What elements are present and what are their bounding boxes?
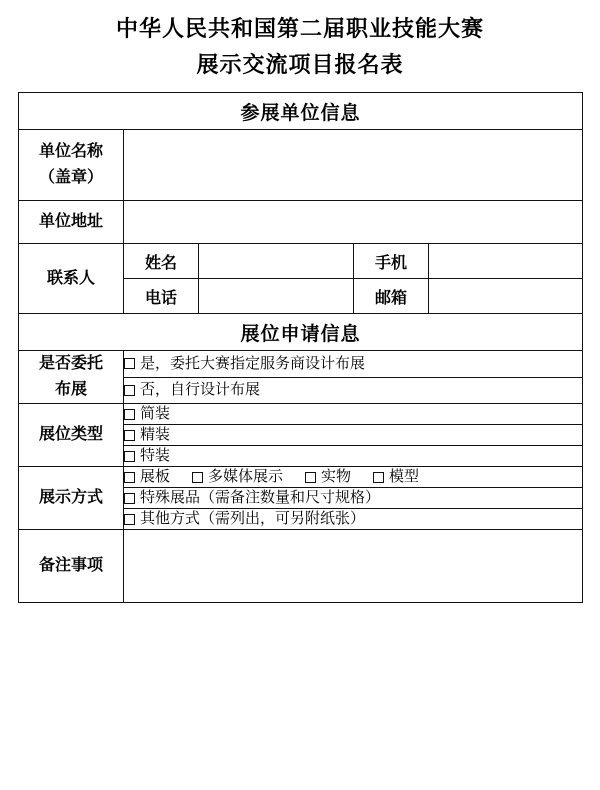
section-header-booth-info: 展位申请信息 bbox=[19, 314, 583, 351]
table-row-unit-name bbox=[19, 130, 583, 201]
checkbox-display-physical-group[interactable] bbox=[305, 467, 351, 487]
option-entrust-no-label: 否，自行设计布展 bbox=[140, 381, 261, 399]
input-unit-address[interactable] bbox=[124, 201, 583, 244]
title-line-1: 中华人民共和国第二届职业技能大赛 bbox=[115, 16, 484, 41]
checkbox-booth-fine-group[interactable] bbox=[124, 425, 170, 445]
checkbox-icon[interactable] bbox=[124, 451, 135, 462]
checkbox-icon[interactable] bbox=[124, 472, 135, 483]
checkbox-display-model-group[interactable] bbox=[373, 467, 419, 487]
option-display-group-3[interactable] bbox=[124, 509, 583, 530]
label-contact-mobile: 手机 bbox=[354, 244, 429, 279]
option-display-group-2[interactable] bbox=[124, 488, 583, 509]
checkbox-entrust-yes-group[interactable] bbox=[124, 354, 365, 374]
checkbox-display-board-group[interactable] bbox=[124, 467, 170, 487]
title-line-2: 展示交流项目报名表 bbox=[196, 52, 404, 77]
checkbox-icon[interactable] bbox=[124, 493, 135, 504]
checkbox-icon[interactable] bbox=[124, 430, 135, 441]
label-unit-name-sub: （盖章） bbox=[38, 169, 103, 186]
option-display-physical-label: 实物 bbox=[321, 468, 352, 485]
input-contact-mobile[interactable] bbox=[429, 244, 583, 279]
input-unit-name[interactable] bbox=[124, 130, 583, 201]
checkbox-icon[interactable] bbox=[124, 358, 135, 369]
checkbox-display-special-group[interactable] bbox=[124, 488, 380, 508]
table-row-unit-address bbox=[19, 201, 583, 244]
checkbox-icon[interactable] bbox=[124, 385, 135, 396]
label-display-mode: 展示方式 bbox=[19, 467, 124, 530]
table-row-remarks bbox=[19, 530, 583, 603]
option-entrust-yes[interactable] bbox=[124, 351, 583, 378]
table-row-booth-type-1 bbox=[19, 404, 583, 425]
label-booth-type: 展位类型 bbox=[19, 404, 124, 467]
section-header-row-booth bbox=[19, 314, 583, 351]
label-entrust-setup bbox=[19, 351, 124, 404]
label-entrust-line-2: 布展 bbox=[54, 381, 87, 398]
option-entrust-no[interactable] bbox=[124, 377, 583, 404]
label-contact-phone: 电话 bbox=[124, 279, 199, 314]
checkbox-icon[interactable] bbox=[373, 472, 384, 483]
option-booth-type-fine-label: 精装 bbox=[140, 426, 171, 443]
section-header-row-exhibitor bbox=[19, 93, 583, 130]
option-display-other-label: 其他方式（需列出，可另附纸张） bbox=[140, 510, 366, 527]
label-entrust-line-1: 是否委托 bbox=[38, 355, 103, 372]
input-contact-email[interactable] bbox=[429, 279, 583, 314]
label-unit-name-text: 单位名称 bbox=[38, 143, 103, 160]
label-unit-name bbox=[19, 130, 124, 201]
table-row-contact-name bbox=[19, 244, 583, 279]
checkbox-display-other-group[interactable] bbox=[124, 509, 365, 529]
checkbox-icon[interactable] bbox=[305, 472, 316, 483]
option-booth-type-fine[interactable] bbox=[124, 425, 583, 446]
section-header-exhibitor-info: 参展单位信息 bbox=[19, 93, 583, 130]
label-contact-email: 邮箱 bbox=[354, 279, 429, 314]
table-row-entrust-option-1 bbox=[19, 351, 583, 378]
label-remarks: 备注事项 bbox=[19, 530, 124, 603]
checkbox-booth-simple-group[interactable] bbox=[124, 404, 170, 424]
label-unit-address: 单位地址 bbox=[19, 201, 124, 244]
option-display-special-label: 特殊展品（需备注数量和尺寸规格） bbox=[140, 489, 381, 506]
registration-form-table bbox=[18, 92, 583, 603]
document-title bbox=[0, 0, 600, 82]
checkbox-entrust-no-group[interactable] bbox=[124, 380, 260, 400]
option-display-group-1[interactable] bbox=[124, 467, 583, 488]
checkbox-icon[interactable] bbox=[124, 409, 135, 420]
option-display-board-label: 展板 bbox=[140, 468, 171, 485]
checkbox-icon[interactable] bbox=[124, 514, 135, 525]
option-booth-type-special[interactable] bbox=[124, 446, 583, 467]
form-container bbox=[18, 92, 582, 603]
input-remarks[interactable] bbox=[124, 530, 583, 603]
option-display-multimedia-label: 多媒体展示 bbox=[208, 468, 284, 485]
option-booth-type-simple-label: 简装 bbox=[140, 405, 171, 422]
checkbox-booth-special-group[interactable] bbox=[124, 446, 170, 466]
option-booth-type-simple[interactable] bbox=[124, 404, 583, 425]
option-booth-type-special-label: 特装 bbox=[140, 447, 171, 464]
input-contact-name[interactable] bbox=[199, 244, 354, 279]
option-display-model-label: 模型 bbox=[389, 468, 420, 485]
checkbox-display-multimedia-group[interactable] bbox=[192, 467, 283, 487]
table-row-display-mode-1 bbox=[19, 467, 583, 488]
input-contact-phone[interactable] bbox=[199, 279, 354, 314]
label-contact-person: 联系人 bbox=[19, 244, 124, 314]
label-contact-name: 姓名 bbox=[124, 244, 199, 279]
option-entrust-yes-label: 是，委托大赛指定服务商设计布展 bbox=[140, 354, 366, 372]
checkbox-icon[interactable] bbox=[192, 472, 203, 483]
